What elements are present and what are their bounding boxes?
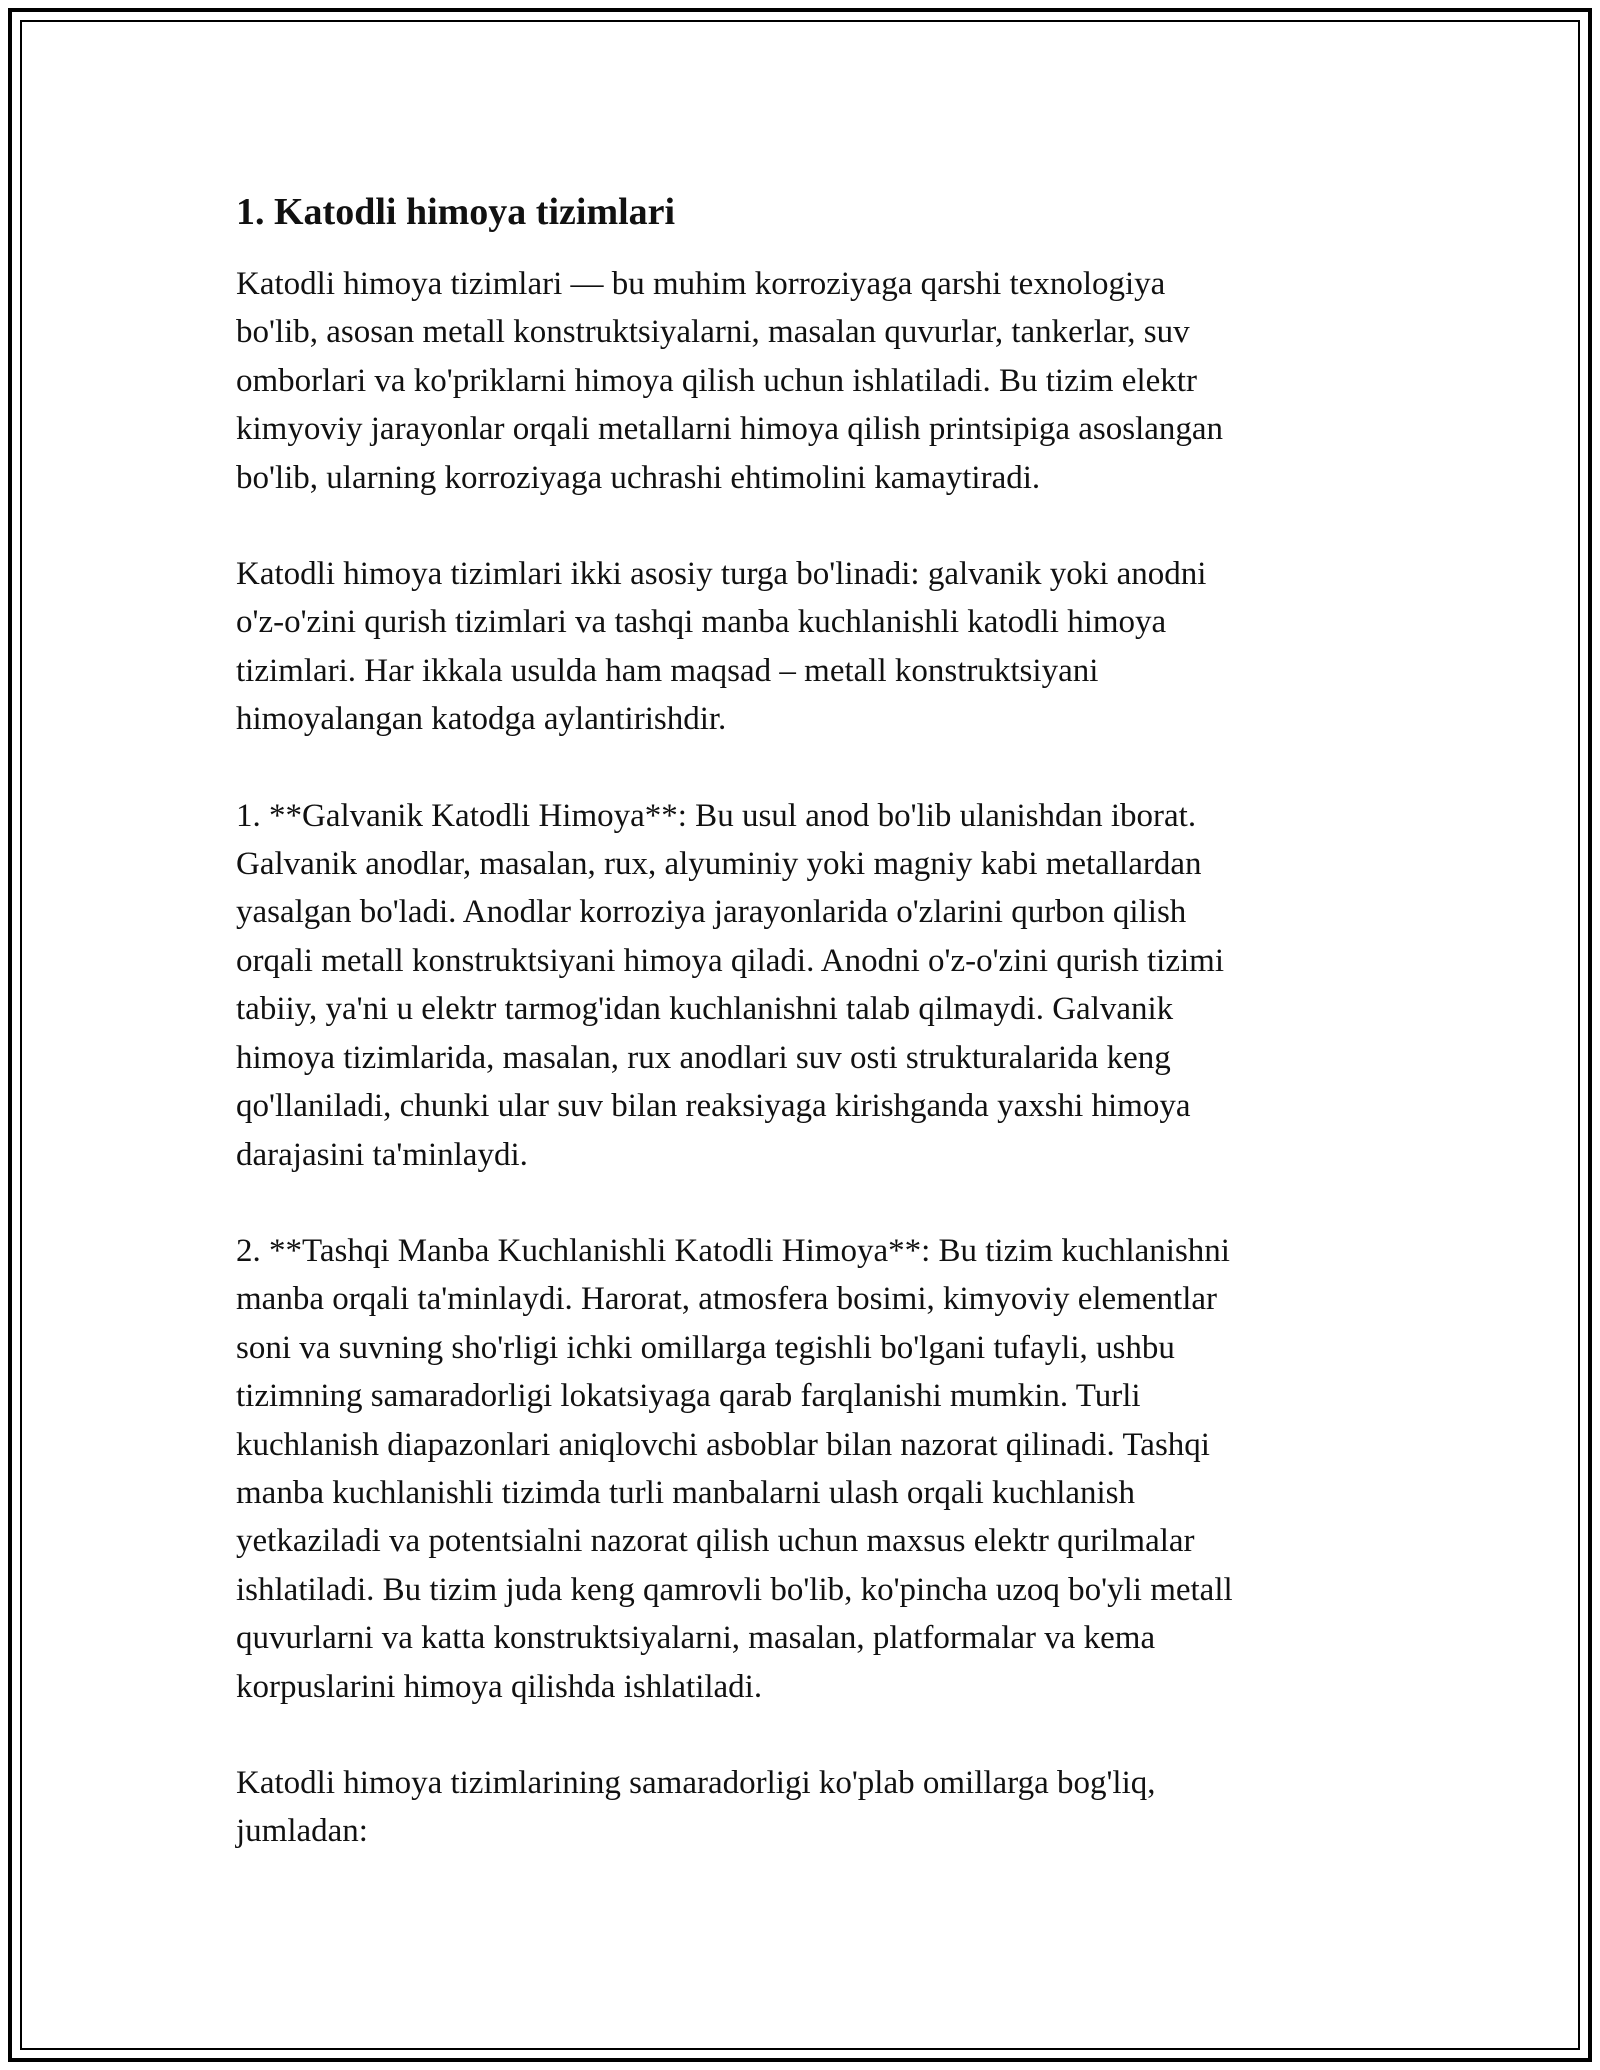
text-line: 2. **Tashqi Manba Kuchlanishli Katodli Himoya**: Bu tizim kuchlanishni	[236, 1232, 1230, 1269]
text-line: Katodli himoya tizimlari ikki asosiy turga bo'linadi: galvanik yoki anodni	[236, 556, 1207, 593]
text-line: Katodli himoya tizimlari — bu muhim korroziyaga qarshi texnologiya	[236, 266, 1166, 302]
text-line: darajasini ta'minlaydi.	[236, 1136, 528, 1173]
text-line: quvurlarni va katta konstruktsiyalarni, masalan, platformalar va kema	[236, 1620, 1156, 1657]
text-line: yetkaziladi va potentsialni nazorat qilish uchun maxsus elektr qurilmalar	[236, 1523, 1195, 1560]
text-line: ishlatiladi. Bu tizim juda keng qamrovli bo'lib, ko'pincha uzoq bo'yli metall	[236, 1571, 1233, 1608]
text-line: tizimning samaradorligi lokatsiyaga qarab farqlanishi mumkin. Turli	[236, 1378, 1141, 1415]
paragraph-intro	[236, 260, 1366, 502]
text-line: bo'lib, ularning korroziyaga uchrashi ehtimolini kamaytiradi.	[236, 459, 1041, 496]
paragraph-galvanic	[236, 792, 1366, 1179]
text-line: omborlari va ko'priklarni himoya qilish uchun ishlatiladi. Bu tizim elektr	[236, 362, 1197, 399]
paragraph-types	[236, 550, 1366, 744]
text-line: tizimlari. Har ikkala usulda ham maqsad – metall konstruktsiyani	[236, 652, 1099, 689]
text-line: Katodli himoya tizimlarining samaradorligi ko'plab omillarga bog'liq,	[236, 1764, 1156, 1801]
text-line: 1. **Galvanik Katodli Himoya**: Bu usul anod bo'lib ulanishdan iborat.	[236, 797, 1197, 834]
section-heading: 1. Katodli himoya tizimlari	[236, 191, 676, 233]
text-line: qo'llaniladi, chunki ular suv bilan reaksiyaga kirishganda yaxshi himoya	[236, 1088, 1191, 1125]
text-line: o'z-o'zini qurish tizimlari va tashqi manba kuchlanishli katodli himoya	[236, 604, 1167, 641]
text-line: kimyoviy jarayonlar orqali metallarni himoya qilish printsipiga asoslangan	[236, 411, 1224, 448]
text-line: korpuslarini himoya qilishda ishlatiladi.	[236, 1668, 763, 1705]
text-line: yasalgan bo'ladi. Anodlar korroziya jarayonlarida o'zlarini qurbon qilish	[236, 894, 1187, 931]
text-line: orqali metall konstruktsiyani himoya qiladi. Anodni o'z-o'zini qurish tizimi	[236, 942, 1225, 979]
text-line: manba kuchlanishli tizimda turli manbalarni ulash orqali kuchlanish	[236, 1474, 1136, 1511]
text-line: bo'lib, asosan metall konstruktsiyalarni, masalan quvurlar, tankerlar, suv	[236, 314, 1190, 351]
text-line: himoyalangan katodga aylantirishdir.	[236, 701, 727, 738]
text-line: soni va suvning sho'rligi ichki omillarga tegishli bo'lgani tufayli, ushbu	[236, 1329, 1175, 1366]
text-line: Galvanik anodlar, masalan, rux, alyuminiy yoki magniy kabi metallardan	[236, 846, 1202, 883]
document-body	[236, 188, 1366, 1904]
text-line: tabiiy, ya'ni u elektr tarmog'idan kuchlanishni talab qilmaydi. Galvanik	[236, 991, 1174, 1028]
paragraph-impressed-current	[236, 1227, 1366, 1711]
text-line: himoya tizimlarida, masalan, rux anodlari suv osti strukturalarida keng	[236, 1039, 1171, 1076]
text-line: jumladan:	[236, 1813, 368, 1850]
text-line: manba orqali ta'minlaydi. Harorat, atmosfera bosimi, kimyoviy elementlar	[236, 1281, 1217, 1318]
text-line: kuchlanish diapazonlari aniqlovchi asboblar bilan nazorat qilinadi. Tashqi	[236, 1426, 1210, 1463]
paragraph-factors	[236, 1759, 1366, 1856]
